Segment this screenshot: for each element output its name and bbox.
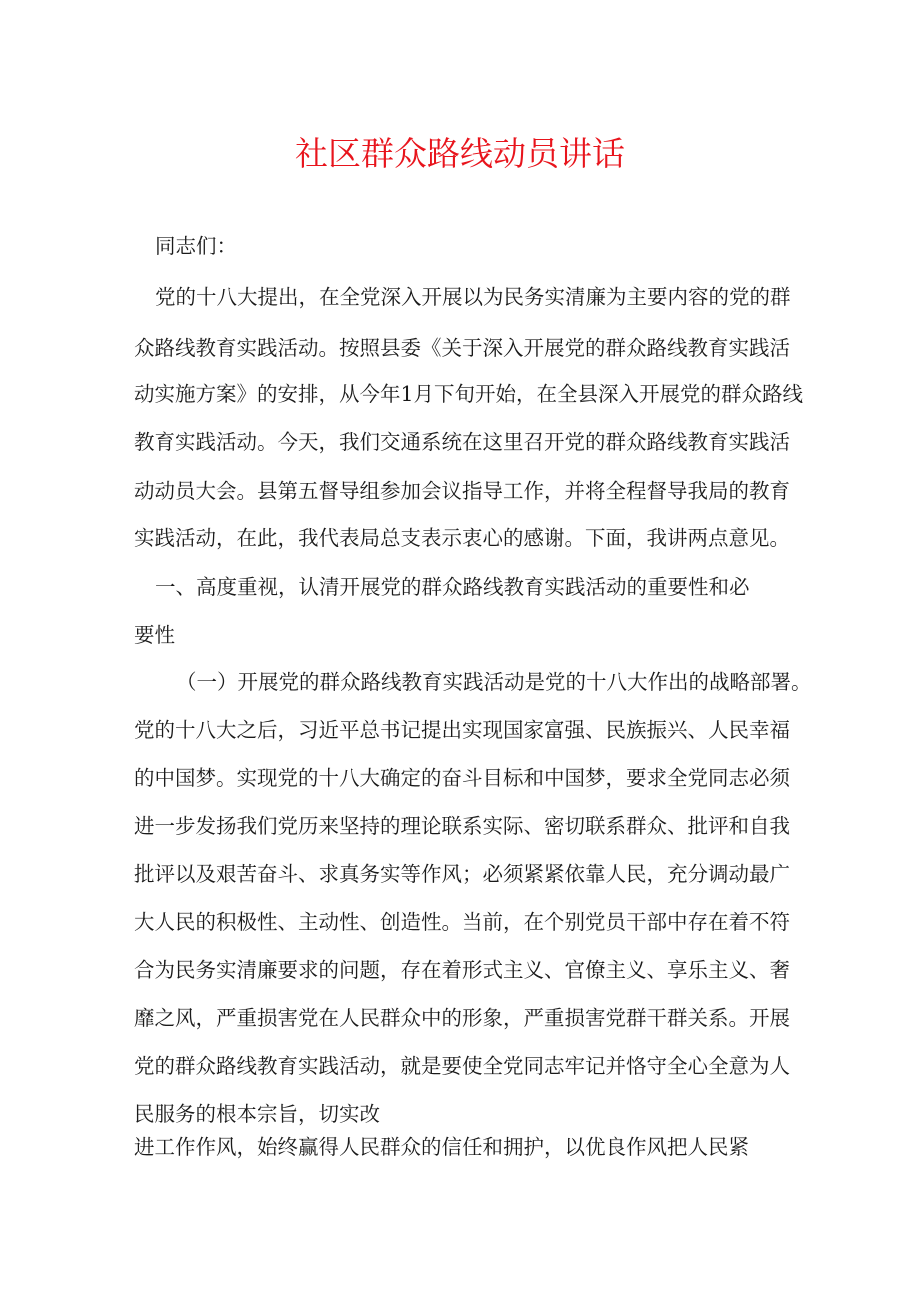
paragraph-2-line-6: 合为民务实清廉要求的问题，存在着形式主义、官僚主义、享乐主义、奢 bbox=[134, 958, 790, 982]
paragraph-2-line-7: 靡之风，严重损害党在人民群众中的形象，严重损害党群干群关系。开展 bbox=[134, 1006, 790, 1030]
section-1-heading-line-2: 要性 bbox=[134, 623, 175, 647]
section-1-heading-line-1: 一、高度重视，认清开展党的群众路线教育实践活动的重要性和必 bbox=[155, 575, 750, 599]
paragraph-2-line-10: 进工作作风，始终赢得人民群众的信任和拥护，以优良作风把人民紧 bbox=[134, 1135, 749, 1159]
paragraph-2-line-4: 批评以及艰苦奋斗、求真务实等作风；必须紧紧依靠人民，充分调动最广 bbox=[134, 862, 790, 886]
paragraph-1-line-6: 实践活动，在此，我代表局总支表示衷心的感谢。下面，我讲两点意见。 bbox=[134, 526, 790, 550]
paragraph-2-line-9: 民服务的根本宗旨，切实改 bbox=[134, 1102, 380, 1126]
subsection-1-heading: （一）开展党的群众路线教育实践活动是党的十八大作出的战略部署。 bbox=[176, 670, 812, 694]
paragraph-1-line-2: 众路线教育实践活动。按照县委《关于深入开展党的群众路线教育实践活 bbox=[134, 336, 790, 360]
paragraph-2-line-3: 进一步发扬我们党历来坚持的理论联系实际、密切联系群众、批评和自我 bbox=[134, 814, 790, 838]
paragraph-2-line-5: 大人民的积极性、主动性、创造性。当前，在个别党员干部中存在着不符 bbox=[134, 910, 790, 934]
paragraph-2-line-8: 党的群众路线教育实践活动，就是要使全党同志牢记并恪守全心全意为人 bbox=[134, 1054, 790, 1078]
paragraph-1-line-1: 党的十八大提出，在全党深入开展以为民务实清廉为主要内容的党的群 bbox=[155, 285, 791, 309]
paragraph-1-line-3: 动实施方案》的安排，从今年1月下旬开始，在全县深入开展党的群众路线 bbox=[134, 382, 804, 406]
paragraph-2-line-1: 党的十八大之后，习近平总书记提出实现国家富强、民族振兴、人民幸福 bbox=[134, 718, 790, 742]
document-title: 社区群众路线动员讲话 bbox=[295, 134, 625, 173]
paragraph-2-line-2: 的中国梦。实现党的十八大确定的奋斗目标和中国梦，要求全党同志必须 bbox=[134, 766, 790, 790]
paragraph-1-line-5: 动动员大会。县第五督导组参加会议指导工作，并将全程督导我局的教育 bbox=[134, 479, 790, 503]
salutation-line: 同志们： bbox=[155, 234, 237, 258]
paragraph-1-line-4: 教育实践活动。今天，我们交通系统在这里召开党的群众路线教育实践活 bbox=[134, 430, 790, 454]
